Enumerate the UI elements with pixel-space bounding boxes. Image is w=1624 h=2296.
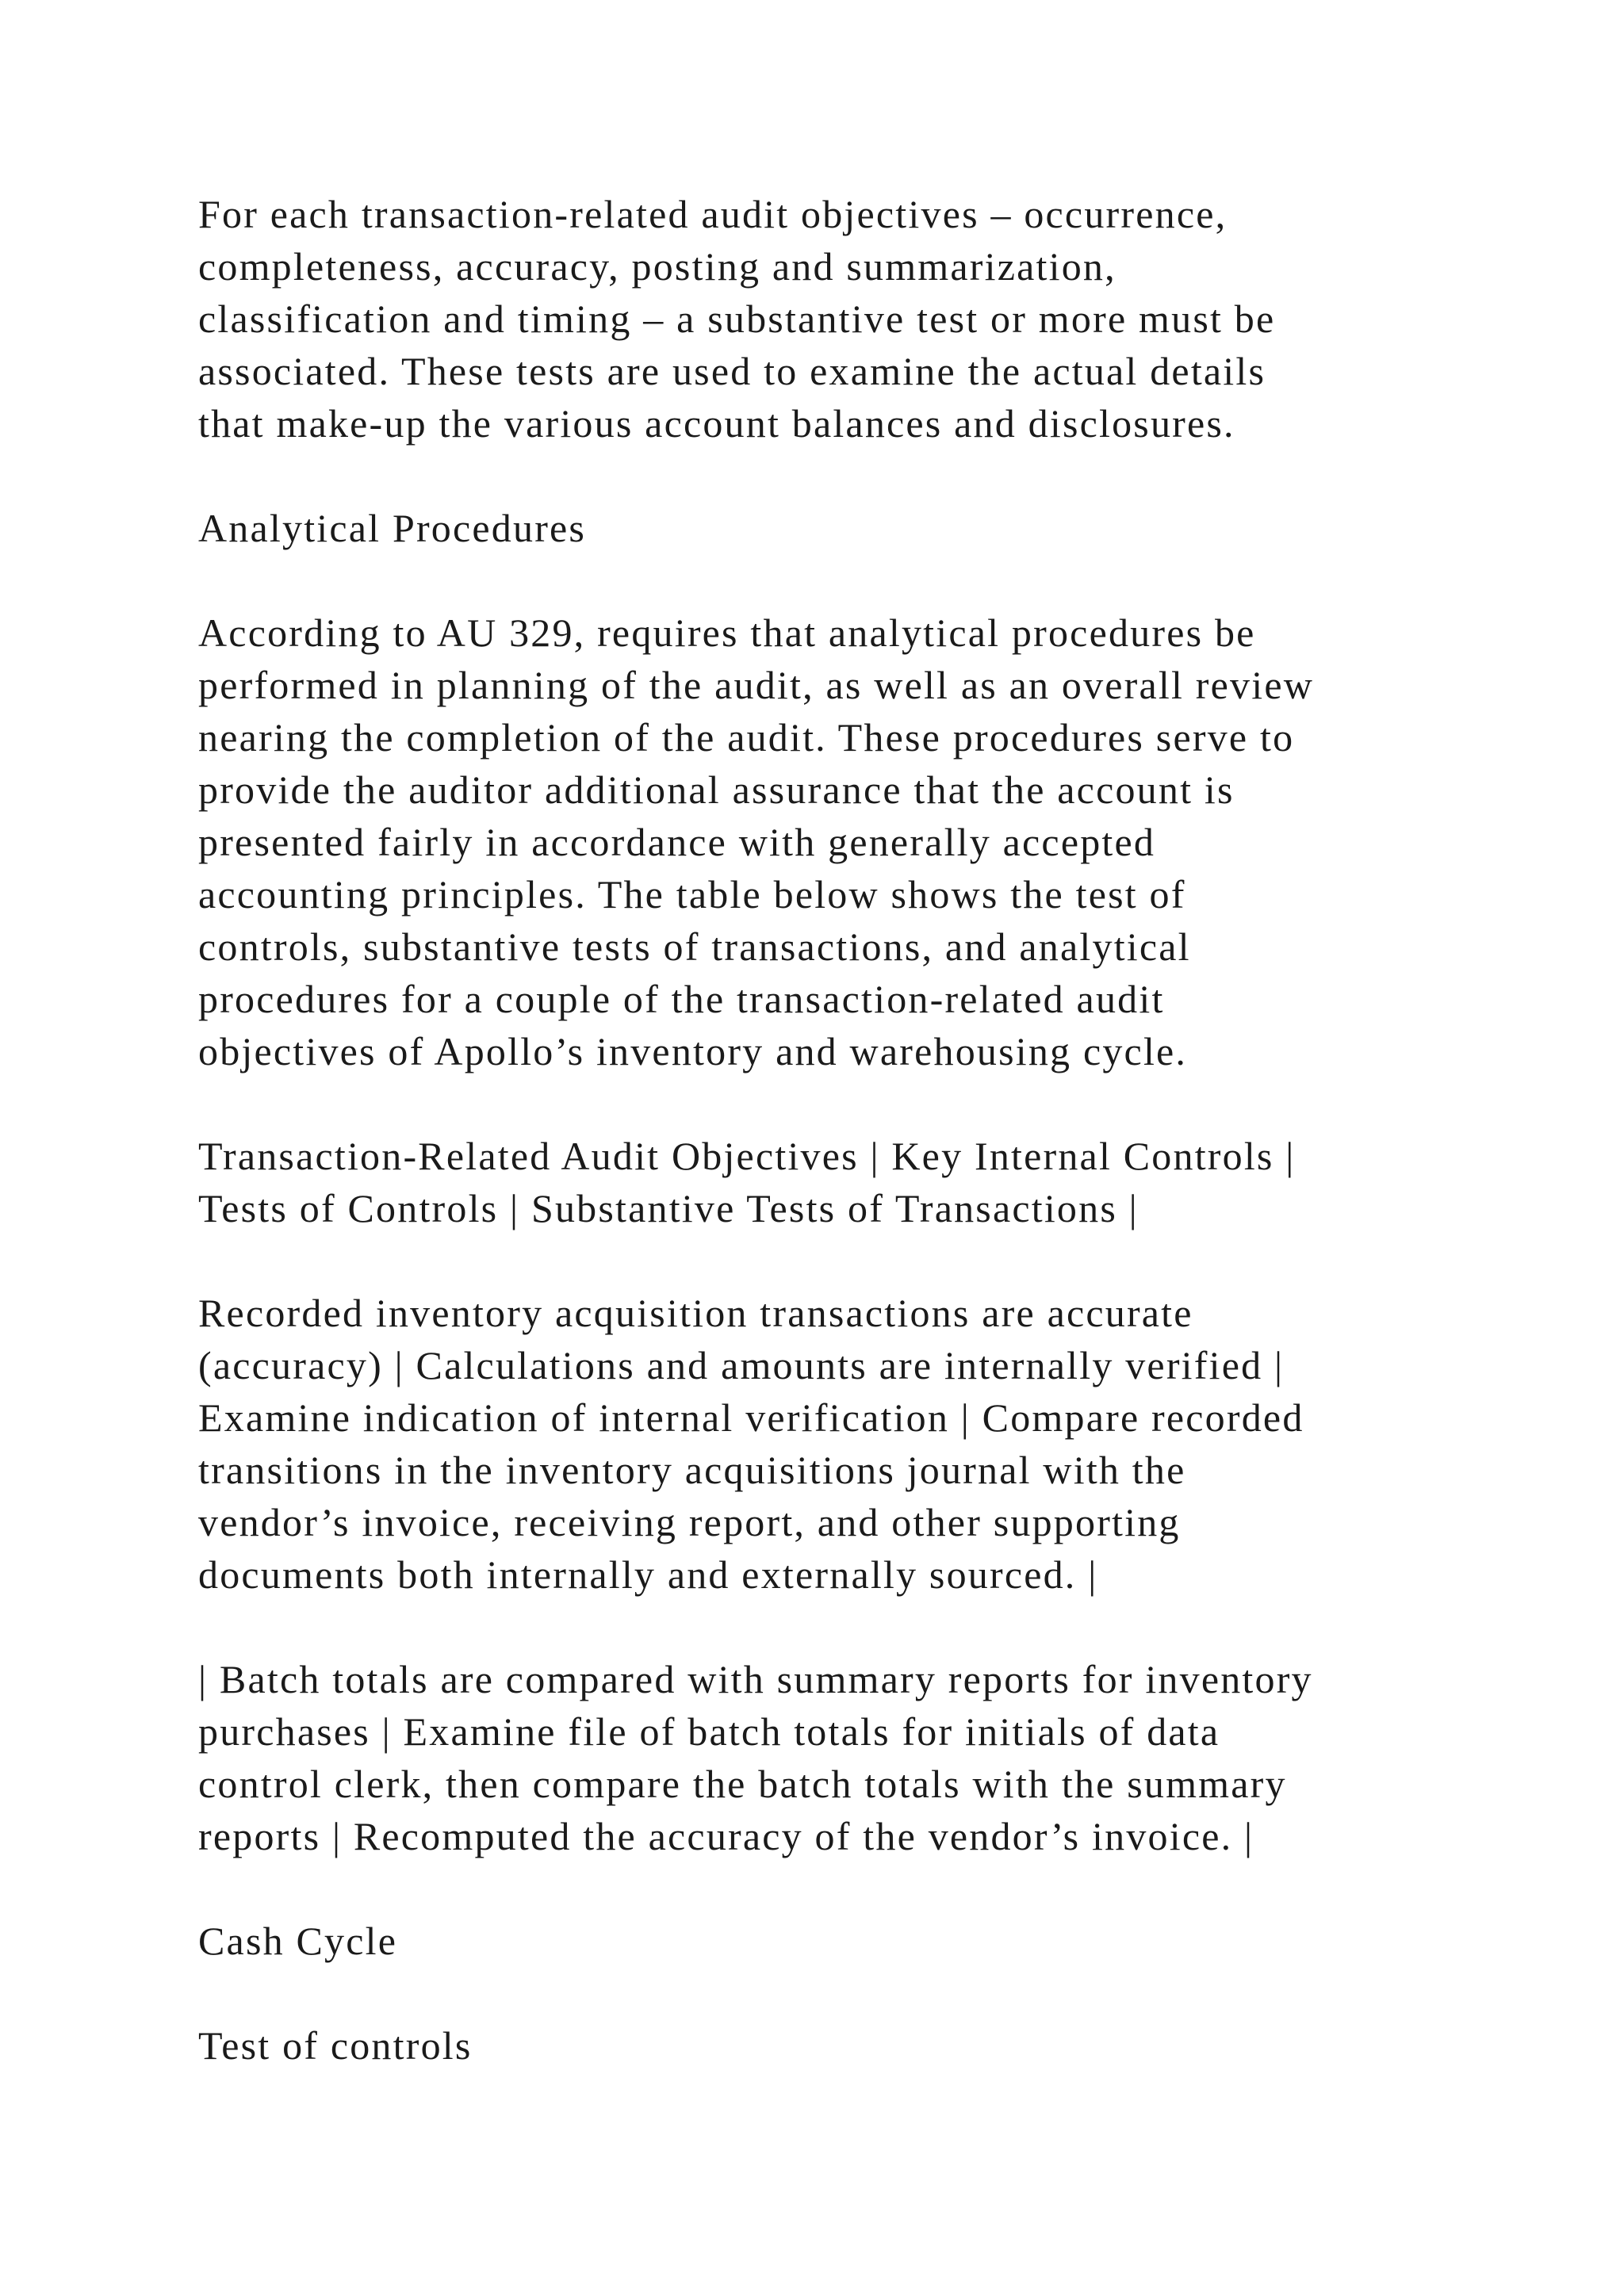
section-heading-analytical-procedures: [198, 502, 1467, 554]
text-line: presented fairly in accordance with generally accepted: [198, 820, 1156, 864]
document-body: [198, 188, 1467, 2124]
text-line: accounting principles. The table below shows the test of: [198, 872, 1186, 916]
paragraph-analytical-procedures: [198, 607, 1467, 1077]
heading-text: Analytical Procedures: [198, 506, 587, 550]
text-line: vendor’s invoice, receiving report, and other supporting: [198, 1500, 1181, 1544]
heading-text: Cash Cycle: [198, 1919, 398, 1963]
text-line: According to AU 329, requires that analytical procedures be: [198, 610, 1256, 655]
text-line: objectives of Apollo’s inventory and warehousing cycle.: [198, 1029, 1188, 1073]
paragraph-intro: [198, 188, 1467, 450]
text-line: | Batch totals are compared with summary reports for inventory: [198, 1657, 1313, 1701]
text-line: Examine indication of internal verification | Compare recorded: [198, 1395, 1304, 1440]
text-line: that make-up the various account balances and disclosures.: [198, 401, 1235, 446]
text-line: provide the auditor additional assurance that the account is: [198, 767, 1235, 812]
text-line: procedures for a couple of the transaction-related audit: [198, 977, 1165, 1021]
text-line: (accuracy) | Calculations and amounts are internally verified |: [198, 1343, 1285, 1387]
heading-text: Test of controls: [198, 2023, 473, 2068]
text-line: associated. These tests are used to examine the actual details: [198, 349, 1266, 393]
text-line: performed in planning of the audit, as well as an overall review: [198, 663, 1315, 707]
text-line: transitions in the inventory acquisitions journal with the: [198, 1448, 1186, 1492]
table-header-row: [198, 1130, 1467, 1234]
text-line: completeness, accuracy, posting and summarization,: [198, 244, 1116, 289]
section-heading-cash-cycle: [198, 1915, 1467, 1967]
text-line: controls, substantive tests of transactions, and analytical: [198, 924, 1191, 969]
text-line: control clerk, then compare the batch totals with the summary: [198, 1762, 1287, 1806]
text-line: nearing the completion of the audit. These procedures serve to: [198, 715, 1295, 760]
table-row-batch-totals: [198, 1653, 1467, 1862]
table-row-accuracy: [198, 1287, 1467, 1601]
text-line: Transaction-Related Audit Objectives | Key Internal Controls |: [198, 1134, 1296, 1178]
text-line: classification and timing – a substantive test or more must be: [198, 297, 1276, 341]
text-line: documents both internally and externally sourced. |: [198, 1552, 1098, 1597]
text-line: Recorded inventory acquisition transactions are accurate: [198, 1291, 1193, 1335]
text-line: purchases | Examine file of batch totals for initials of data: [198, 1709, 1220, 1754]
text-line: Tests of Controls | Substantive Tests of Transactions |: [198, 1186, 1139, 1230]
text-line: reports | Recomputed the accuracy of the vendor’s invoice. |: [198, 1814, 1254, 1858]
text-line: For each transaction-related audit objectives – occurrence,: [198, 192, 1228, 236]
section-heading-test-of-controls: [198, 2019, 1467, 2072]
